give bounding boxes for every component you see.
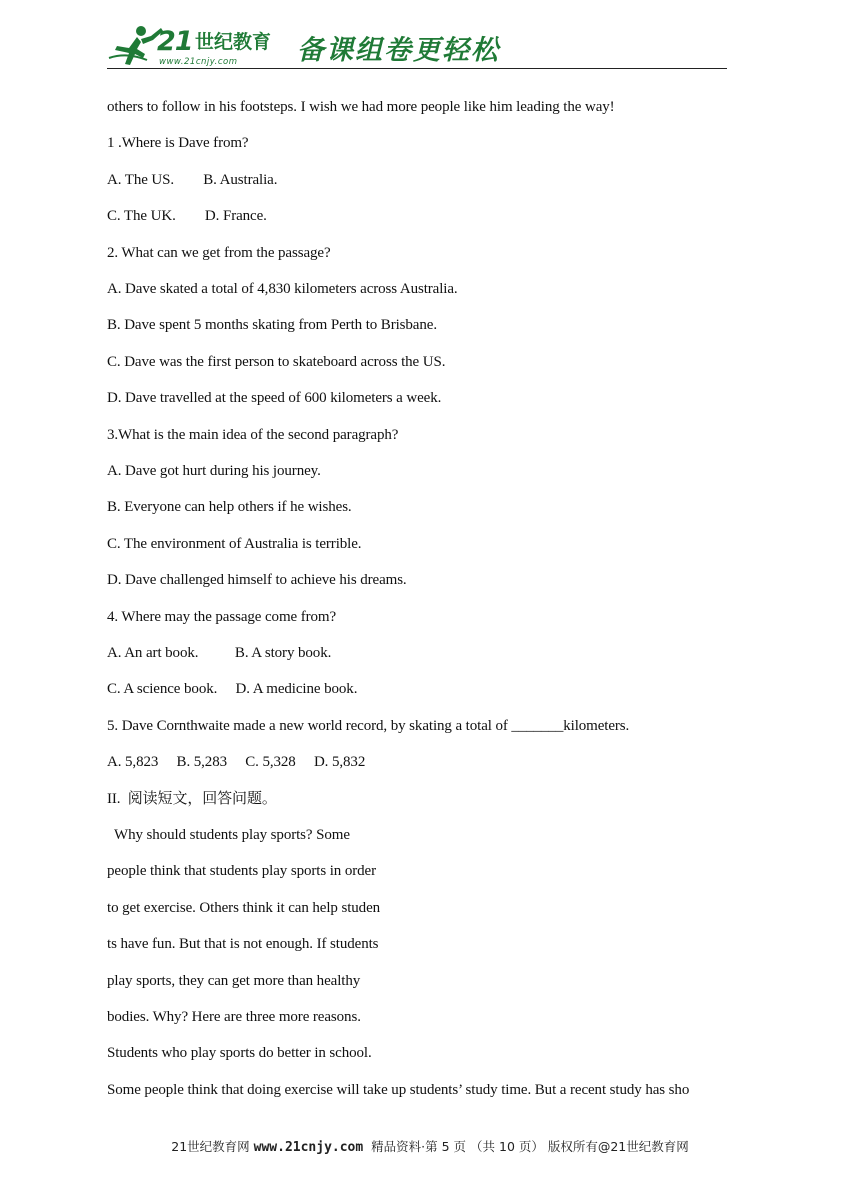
question-3-option-c: C. The environment of Australia is terrible. [107,536,362,552]
passage-line: Why should students play sports? Some [107,827,350,843]
question-4: 4. Where may the passage come from? [107,609,337,625]
logo-text: 世纪教育 [195,31,272,53]
question-2-option-b: B. Dave spent 5 months skating from Perth to Brisbane. [107,317,437,333]
question-2-option-d: D. Dave travelled at the speed of 600 kilometers a week. [107,390,442,406]
section-heading: II. 阅读短文，回答问题。 [107,791,277,807]
footer-site-link[interactable]: www.21cnjy.com [253,1140,364,1155]
question-1-options-cd: C. The UK. D. France. [107,208,267,224]
question-2-option-a: A. Dave skated a total of 4,830 kilometers across Australia. [107,281,458,297]
question-3-option-d: D. Dave challenged himself to achieve his dreams. [107,572,407,588]
footer-prefix: 21世纪教育网 [171,1139,254,1154]
question-3: 3.What is the main idea of the second paragraph? [107,427,399,443]
question-3-option-a: A. Dave got hurt during his journey. [107,463,321,479]
question-4-options-ab: A. An art book. B. A story book. [107,645,332,661]
passage-line: play sports, they can get more than healthy [107,973,361,989]
question-2-option-c: C. Dave was the first person to skateboard across the US. [107,354,446,370]
header-divider [107,68,727,69]
question-5: 5. Dave Cornthwaite made a new world record, by skating a total of _______kilometers. [107,718,630,734]
question-1: 1 .Where is Dave from? [107,135,249,151]
footer-page-info: 精品资料·第 5 页 （共 10 页） [363,1139,548,1154]
page-footer [0,1138,860,1157]
page-header [107,22,727,72]
logo-number: 21 [157,26,193,57]
question-4-options-cd: C. A science book. D. A medicine book. [107,681,358,697]
passage-line: Some people think that doing exercise will take up students’ study time. But a recent study has sho [107,1082,690,1098]
question-5-options: A. 5,823 B. 5,283 C. 5,328 D. 5,832 [107,754,366,770]
passage-line: bodies. Why? Here are three more reasons. [107,1009,361,1025]
question-2: 2. What can we get from the passage? [107,245,331,261]
logo-url: www.21cnjy.com [159,57,238,67]
header-slogan: 备课组卷更轻松 [297,35,500,66]
footer-rights: 版权所有@21世纪教育网 [547,1139,689,1154]
text-line: others to follow in his footsteps. I wish we had more people like him leading the way! [107,99,615,115]
question-1-options-ab: A. The US. B. Australia. [107,172,278,188]
passage-line: Students who play sports do better in school. [107,1045,372,1061]
question-3-option-b: B. Everyone can help others if he wishes. [107,499,352,515]
passage-line: to get exercise. Others think it can help studen [107,900,381,916]
passage-line: ts have fun. But that is not enough. If students [107,936,379,952]
passage-line: people think that students play sports in order [107,863,377,879]
